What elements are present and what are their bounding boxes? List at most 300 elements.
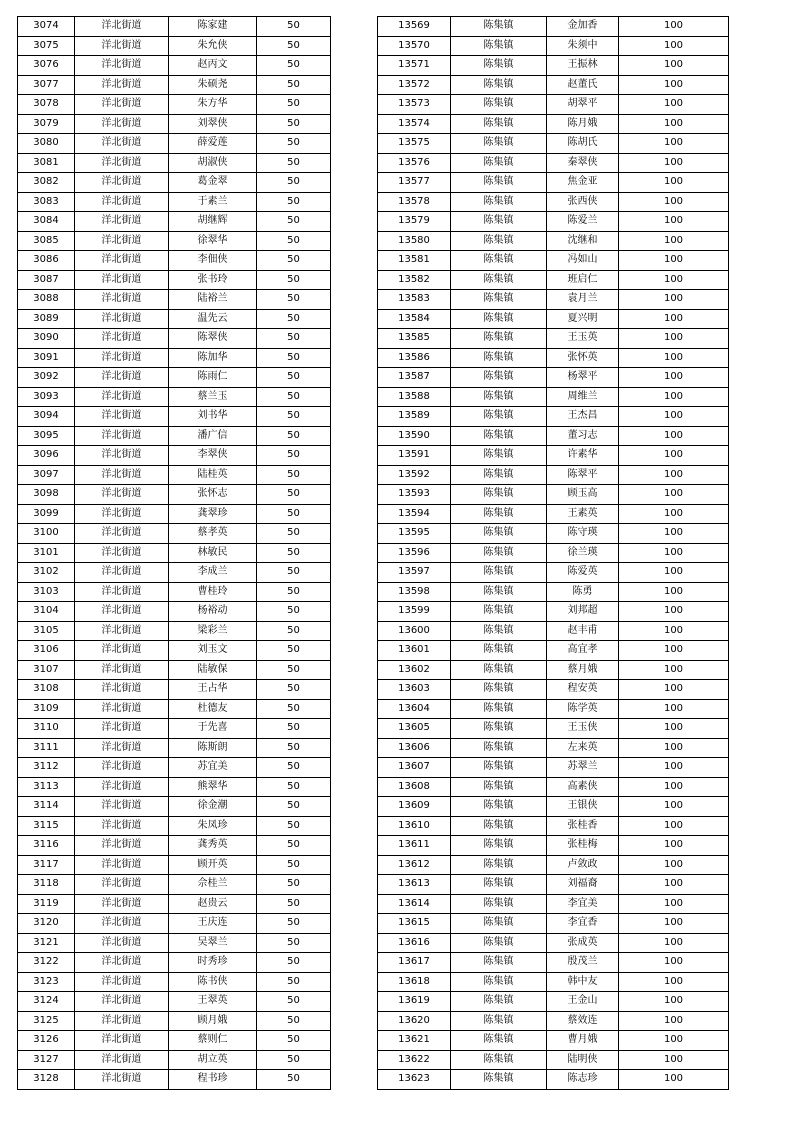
- amount-cell: 100: [619, 972, 729, 992]
- row-number-cell: 3075: [18, 36, 75, 56]
- row-number-cell: 13597: [378, 563, 451, 583]
- district-cell: 洋北街道: [75, 1031, 169, 1051]
- row-number-cell: 13579: [378, 212, 451, 232]
- person-name-cell: 刘福裔: [547, 875, 619, 895]
- amount-cell: 50: [257, 894, 331, 914]
- district-cell: 洋北街道: [75, 524, 169, 544]
- row-number-cell: 3095: [18, 426, 75, 446]
- table-row: [18, 75, 331, 95]
- amount-cell: 100: [619, 855, 729, 875]
- person-name-cell: 陆敏保: [169, 660, 257, 680]
- row-number-cell: 3089: [18, 309, 75, 329]
- table-row: [18, 465, 331, 485]
- district-cell: 洋北街道: [75, 816, 169, 836]
- amount-cell: 50: [257, 114, 331, 134]
- table-row: [378, 1011, 729, 1031]
- person-name-cell: 曹月娥: [547, 1031, 619, 1051]
- amount-cell: 100: [619, 348, 729, 368]
- person-name-cell: 金加香: [547, 17, 619, 37]
- row-number-cell: 13608: [378, 777, 451, 797]
- amount-cell: 50: [257, 738, 331, 758]
- table-row: [378, 309, 729, 329]
- district-cell: 陈集镇: [451, 192, 547, 212]
- person-name-cell: 刘玉文: [169, 641, 257, 661]
- amount-cell: 50: [257, 680, 331, 700]
- amount-cell: 100: [619, 816, 729, 836]
- row-number-cell: 3098: [18, 485, 75, 505]
- amount-cell: 100: [619, 719, 729, 739]
- row-number-cell: 3106: [18, 641, 75, 661]
- table-row: [18, 855, 331, 875]
- row-number-cell: 13591: [378, 446, 451, 466]
- row-number-cell: 3077: [18, 75, 75, 95]
- person-name-cell: 董习志: [547, 426, 619, 446]
- district-cell: 洋北街道: [75, 563, 169, 583]
- person-name-cell: 龚秀英: [169, 836, 257, 856]
- table-row: [378, 1070, 729, 1090]
- row-number-cell: 13578: [378, 192, 451, 212]
- row-number-cell: 3099: [18, 504, 75, 524]
- row-number-cell: 13583: [378, 290, 451, 310]
- amount-cell: 50: [257, 1070, 331, 1090]
- row-number-cell: 13601: [378, 641, 451, 661]
- table-row: [18, 36, 331, 56]
- row-number-cell: 3121: [18, 933, 75, 953]
- person-name-cell: 杨裕动: [169, 602, 257, 622]
- district-cell: 陈集镇: [451, 777, 547, 797]
- amount-cell: 100: [619, 777, 729, 797]
- table-row: [18, 563, 331, 583]
- table-row: [18, 485, 331, 505]
- district-cell: 陈集镇: [451, 368, 547, 388]
- row-number-cell: 3101: [18, 543, 75, 563]
- row-number-cell: 13618: [378, 972, 451, 992]
- amount-cell: 100: [619, 134, 729, 154]
- person-name-cell: 于先喜: [169, 719, 257, 739]
- district-cell: 洋北街道: [75, 95, 169, 115]
- amount-cell: 100: [619, 56, 729, 76]
- district-cell: 陈集镇: [451, 309, 547, 329]
- table-row: [378, 387, 729, 407]
- district-cell: 陈集镇: [451, 212, 547, 232]
- person-name-cell: 蔡兰玉: [169, 387, 257, 407]
- district-cell: 洋北街道: [75, 602, 169, 622]
- table-row: [18, 251, 331, 271]
- row-number-cell: 3074: [18, 17, 75, 37]
- row-number-cell: 13611: [378, 836, 451, 856]
- amount-cell: 50: [257, 582, 331, 602]
- person-name-cell: 袁月兰: [547, 290, 619, 310]
- amount-cell: 100: [619, 641, 729, 661]
- district-cell: 陈集镇: [451, 153, 547, 173]
- table-row: [18, 407, 331, 427]
- amount-cell: 100: [619, 251, 729, 271]
- row-number-cell: 3104: [18, 602, 75, 622]
- district-cell: 洋北街道: [75, 36, 169, 56]
- row-number-cell: 13593: [378, 485, 451, 505]
- person-name-cell: 胡立英: [169, 1050, 257, 1070]
- amount-cell: 50: [257, 173, 331, 193]
- row-number-cell: 3119: [18, 894, 75, 914]
- table-row: [18, 134, 331, 154]
- table-row: [18, 758, 331, 778]
- row-number-cell: 13615: [378, 914, 451, 934]
- district-cell: 洋北街道: [75, 641, 169, 661]
- district-cell: 陈集镇: [451, 465, 547, 485]
- table-row: [378, 602, 729, 622]
- district-cell: 陈集镇: [451, 387, 547, 407]
- table-row: [18, 153, 331, 173]
- table-row: [378, 212, 729, 232]
- row-number-cell: 3123: [18, 972, 75, 992]
- table-row: [18, 777, 331, 797]
- district-cell: 洋北街道: [75, 621, 169, 641]
- row-number-cell: 13576: [378, 153, 451, 173]
- person-name-cell: 李宜香: [547, 914, 619, 934]
- person-name-cell: 王占华: [169, 680, 257, 700]
- amount-cell: 100: [619, 933, 729, 953]
- district-cell: 陈集镇: [451, 602, 547, 622]
- person-name-cell: 高素侠: [547, 777, 619, 797]
- amount-cell: 50: [257, 777, 331, 797]
- person-name-cell: 左来英: [547, 738, 619, 758]
- district-cell: 洋北街道: [75, 153, 169, 173]
- district-cell: 洋北街道: [75, 738, 169, 758]
- person-name-cell: 赵董氏: [547, 75, 619, 95]
- row-number-cell: 13623: [378, 1070, 451, 1090]
- row-number-cell: 13587: [378, 368, 451, 388]
- table-row: [378, 329, 729, 349]
- person-name-cell: 王玉英: [547, 329, 619, 349]
- district-cell: 陈集镇: [451, 290, 547, 310]
- amount-cell: 50: [257, 914, 331, 934]
- amount-cell: 100: [619, 465, 729, 485]
- person-name-cell: 李翠侠: [169, 446, 257, 466]
- table-row: [378, 641, 729, 661]
- district-cell: 陈集镇: [451, 173, 547, 193]
- amount-cell: 50: [257, 36, 331, 56]
- table-row: [378, 563, 729, 583]
- person-name-cell: 王振林: [547, 56, 619, 76]
- amount-cell: 50: [257, 543, 331, 563]
- row-number-cell: 13598: [378, 582, 451, 602]
- row-number-cell: 3100: [18, 524, 75, 544]
- amount-cell: 50: [257, 758, 331, 778]
- person-name-cell: 夏兴明: [547, 309, 619, 329]
- table-row: [18, 719, 331, 739]
- district-cell: 洋北街道: [75, 231, 169, 251]
- amount-cell: 100: [619, 329, 729, 349]
- district-cell: 洋北街道: [75, 758, 169, 778]
- table-row: [18, 641, 331, 661]
- person-name-cell: 徐翠华: [169, 231, 257, 251]
- amount-cell: 50: [257, 368, 331, 388]
- district-cell: 洋北街道: [75, 699, 169, 719]
- district-cell: 洋北街道: [75, 504, 169, 524]
- row-number-cell: 3114: [18, 797, 75, 817]
- district-cell: 洋北街道: [75, 797, 169, 817]
- amount-cell: 100: [619, 1070, 729, 1090]
- amount-cell: 100: [619, 504, 729, 524]
- right-table: [377, 16, 729, 1090]
- person-name-cell: 冯如山: [547, 251, 619, 271]
- row-number-cell: 3102: [18, 563, 75, 583]
- person-name-cell: 胡淑侠: [169, 153, 257, 173]
- table-row: [378, 699, 729, 719]
- amount-cell: 50: [257, 1050, 331, 1070]
- amount-cell: 50: [257, 816, 331, 836]
- table-row: [18, 387, 331, 407]
- amount-cell: 100: [619, 1011, 729, 1031]
- district-cell: 陈集镇: [451, 563, 547, 583]
- amount-cell: 100: [619, 485, 729, 505]
- district-cell: 洋北街道: [75, 134, 169, 154]
- district-cell: 洋北街道: [75, 836, 169, 856]
- person-name-cell: 卢敛政: [547, 855, 619, 875]
- table-row: [378, 875, 729, 895]
- table-row: [378, 153, 729, 173]
- row-number-cell: 13620: [378, 1011, 451, 1031]
- person-name-cell: 徐兰瑛: [547, 543, 619, 563]
- district-cell: 陈集镇: [451, 875, 547, 895]
- amount-cell: 50: [257, 1031, 331, 1051]
- table-row: [18, 524, 331, 544]
- person-name-cell: 陈翠平: [547, 465, 619, 485]
- row-number-cell: 13606: [378, 738, 451, 758]
- table-row: [378, 251, 729, 271]
- amount-cell: 100: [619, 738, 729, 758]
- district-cell: 洋北街道: [75, 543, 169, 563]
- district-cell: 陈集镇: [451, 1050, 547, 1070]
- table-row: [18, 992, 331, 1012]
- row-number-cell: 13582: [378, 270, 451, 290]
- table-row: [18, 1011, 331, 1031]
- row-number-cell: 3078: [18, 95, 75, 115]
- person-name-cell: 李成兰: [169, 563, 257, 583]
- row-number-cell: 3096: [18, 446, 75, 466]
- person-name-cell: 朱凤珍: [169, 816, 257, 836]
- person-name-cell: 薛爱莲: [169, 134, 257, 154]
- person-name-cell: 梁彩兰: [169, 621, 257, 641]
- table-row: [18, 17, 331, 37]
- table-row: [378, 777, 729, 797]
- person-name-cell: 刘邦超: [547, 602, 619, 622]
- amount-cell: 100: [619, 114, 729, 134]
- row-number-cell: 3081: [18, 153, 75, 173]
- table-row: [18, 231, 331, 251]
- district-cell: 陈集镇: [451, 251, 547, 271]
- table-row: [378, 621, 729, 641]
- person-name-cell: 蔡孝英: [169, 524, 257, 544]
- amount-cell: 100: [619, 75, 729, 95]
- person-name-cell: 朱须中: [547, 36, 619, 56]
- district-cell: 陈集镇: [451, 485, 547, 505]
- district-cell: 洋北街道: [75, 387, 169, 407]
- row-number-cell: 3126: [18, 1031, 75, 1051]
- amount-cell: 100: [619, 602, 729, 622]
- person-name-cell: 陈书侠: [169, 972, 257, 992]
- amount-cell: 50: [257, 972, 331, 992]
- table-row: [378, 231, 729, 251]
- district-cell: 洋北街道: [75, 660, 169, 680]
- table-row: [18, 426, 331, 446]
- amount-cell: 100: [619, 836, 729, 856]
- person-name-cell: 张桂香: [547, 816, 619, 836]
- amount-cell: 50: [257, 719, 331, 739]
- amount-cell: 50: [257, 621, 331, 641]
- district-cell: 洋北街道: [75, 17, 169, 37]
- table-row: [18, 1070, 331, 1090]
- district-cell: 陈集镇: [451, 660, 547, 680]
- row-number-cell: 13600: [378, 621, 451, 641]
- district-cell: 洋北街道: [75, 465, 169, 485]
- district-cell: 洋北街道: [75, 582, 169, 602]
- district-cell: 陈集镇: [451, 1031, 547, 1051]
- district-cell: 陈集镇: [451, 738, 547, 758]
- amount-cell: 50: [257, 953, 331, 973]
- table-row: [18, 329, 331, 349]
- amount-cell: 100: [619, 173, 729, 193]
- row-number-cell: 13573: [378, 95, 451, 115]
- table-row: [18, 953, 331, 973]
- district-cell: 洋北街道: [75, 1050, 169, 1070]
- district-cell: 陈集镇: [451, 855, 547, 875]
- district-cell: 陈集镇: [451, 758, 547, 778]
- row-number-cell: 13616: [378, 933, 451, 953]
- person-name-cell: 陈斯朗: [169, 738, 257, 758]
- row-number-cell: 13569: [378, 17, 451, 37]
- row-number-cell: 3087: [18, 270, 75, 290]
- person-name-cell: 班启仁: [547, 270, 619, 290]
- amount-cell: 100: [619, 309, 729, 329]
- row-number-cell: 13570: [378, 36, 451, 56]
- amount-cell: 100: [619, 563, 729, 583]
- district-cell: 洋北街道: [75, 212, 169, 232]
- district-cell: 陈集镇: [451, 543, 547, 563]
- row-number-cell: 13572: [378, 75, 451, 95]
- amount-cell: 50: [257, 231, 331, 251]
- table-row: [18, 816, 331, 836]
- person-name-cell: 殷茂兰: [547, 953, 619, 973]
- amount-cell: 50: [257, 485, 331, 505]
- person-name-cell: 陈爱英: [547, 563, 619, 583]
- row-number-cell: 3084: [18, 212, 75, 232]
- person-name-cell: 顾开英: [169, 855, 257, 875]
- table-row: [18, 738, 331, 758]
- district-cell: 洋北街道: [75, 485, 169, 505]
- amount-cell: 50: [257, 426, 331, 446]
- person-name-cell: 胡翠平: [547, 95, 619, 115]
- amount-cell: 50: [257, 270, 331, 290]
- district-cell: 陈集镇: [451, 621, 547, 641]
- person-name-cell: 杨翠平: [547, 368, 619, 388]
- row-number-cell: 3108: [18, 680, 75, 700]
- amount-cell: 100: [619, 192, 729, 212]
- table-row: [378, 1031, 729, 1051]
- table-row: [378, 894, 729, 914]
- amount-cell: 100: [619, 270, 729, 290]
- amount-cell: 50: [257, 660, 331, 680]
- row-number-cell: 13595: [378, 524, 451, 544]
- district-cell: 洋北街道: [75, 1070, 169, 1090]
- district-cell: 陈集镇: [451, 524, 547, 544]
- amount-cell: 100: [619, 212, 729, 232]
- district-cell: 陈集镇: [451, 1070, 547, 1090]
- row-number-cell: 13619: [378, 992, 451, 1012]
- person-name-cell: 赵丰甫: [547, 621, 619, 641]
- table-row: [18, 660, 331, 680]
- amount-cell: 50: [257, 504, 331, 524]
- person-name-cell: 李宜美: [547, 894, 619, 914]
- row-number-cell: 13621: [378, 1031, 451, 1051]
- table-row: [18, 914, 331, 934]
- row-number-cell: 3097: [18, 465, 75, 485]
- person-name-cell: 佘桂兰: [169, 875, 257, 895]
- district-cell: 洋北街道: [75, 75, 169, 95]
- table-row: [18, 582, 331, 602]
- person-name-cell: 徐金潮: [169, 797, 257, 817]
- district-cell: 洋北街道: [75, 855, 169, 875]
- amount-cell: 50: [257, 875, 331, 895]
- amount-cell: 50: [257, 797, 331, 817]
- table-row: [378, 485, 729, 505]
- table-row: [18, 309, 331, 329]
- table-row: [378, 36, 729, 56]
- row-number-cell: 3092: [18, 368, 75, 388]
- row-number-cell: 13613: [378, 875, 451, 895]
- district-cell: 洋北街道: [75, 192, 169, 212]
- table-row: [378, 290, 729, 310]
- amount-cell: 50: [257, 329, 331, 349]
- district-cell: 洋北街道: [75, 368, 169, 388]
- table-row: [18, 368, 331, 388]
- person-name-cell: 王庆连: [169, 914, 257, 934]
- district-cell: 陈集镇: [451, 680, 547, 700]
- person-name-cell: 陈雨仁: [169, 368, 257, 388]
- row-number-cell: 3118: [18, 875, 75, 895]
- amount-cell: 50: [257, 641, 331, 661]
- amount-cell: 50: [257, 290, 331, 310]
- row-number-cell: 13584: [378, 309, 451, 329]
- row-number-cell: 13612: [378, 855, 451, 875]
- amount-cell: 50: [257, 933, 331, 953]
- district-cell: 洋北街道: [75, 446, 169, 466]
- person-name-cell: 张成英: [547, 933, 619, 953]
- amount-cell: 50: [257, 1011, 331, 1031]
- amount-cell: 50: [257, 602, 331, 622]
- table-row: [378, 114, 729, 134]
- table-row: [18, 212, 331, 232]
- person-name-cell: 杜德友: [169, 699, 257, 719]
- row-number-cell: 13589: [378, 407, 451, 427]
- table-row: [18, 933, 331, 953]
- table-row: [18, 56, 331, 76]
- person-name-cell: 陆裕兰: [169, 290, 257, 310]
- table-row: [378, 836, 729, 856]
- district-cell: 洋北街道: [75, 173, 169, 193]
- person-name-cell: 王翠英: [169, 992, 257, 1012]
- amount-cell: 50: [257, 992, 331, 1012]
- person-name-cell: 陈家建: [169, 17, 257, 37]
- person-name-cell: 温先云: [169, 309, 257, 329]
- row-number-cell: 13580: [378, 231, 451, 251]
- row-number-cell: 3127: [18, 1050, 75, 1070]
- district-cell: 洋北街道: [75, 426, 169, 446]
- table-row: [378, 992, 729, 1012]
- table-row: [378, 192, 729, 212]
- amount-cell: 50: [257, 134, 331, 154]
- row-number-cell: 13607: [378, 758, 451, 778]
